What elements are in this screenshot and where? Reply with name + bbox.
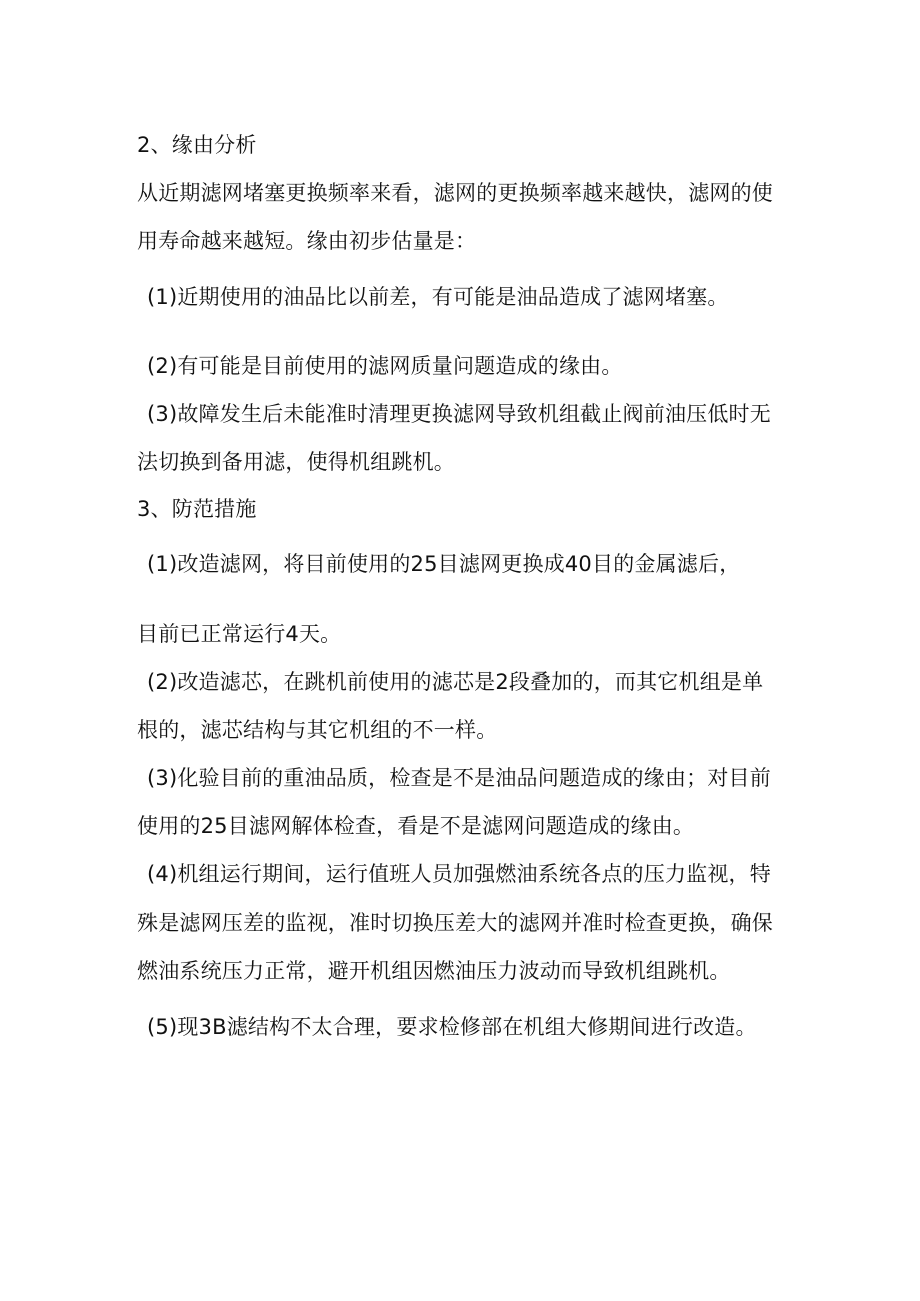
reason-1: (1)近期使用的油品比以前差，有可能是油品造成了滤网堵塞。 bbox=[147, 285, 729, 309]
section-2-paragraph-line-2: 用寿命越来越短。缘由初步估量是： bbox=[137, 229, 477, 253]
measure-1-line-2: 目前已正常运行4天。 bbox=[137, 622, 342, 646]
section-3-heading: 3、防范措施 bbox=[137, 497, 257, 521]
measure-4-line-3: 燃油系统压力正常，避开机组因燃油压力波动而导致机组跳机。 bbox=[137, 959, 731, 983]
measure-4-line-1: (4)机组运行期间，运行值班人员加强燃油系统各点的压力监视，特 bbox=[147, 862, 771, 886]
section-2-paragraph-line-1: 从近期滤网堵塞更换频率来看，滤网的更换频率越来越快，滤网的使 bbox=[137, 181, 773, 205]
measure-2-line-2: 根的，滤芯结构与其它机组的不一样。 bbox=[137, 718, 498, 742]
reason-3-line-1: (3)故障发生后未能准时清理更换滤网导致机组截止阀前油压低时无 bbox=[147, 402, 771, 426]
measure-3-line-1: (3)化验目前的重油品质，检查是不是油品问题造成的缘由；对目前 bbox=[147, 766, 771, 790]
measure-3-line-2: 使用的25目滤网解体检查，看是不是滤网问题造成的缘由。 bbox=[137, 814, 695, 838]
measure-4-line-2: 殊是滤网压差的监视，准时切换压差大的滤网并准时检查更换，确保 bbox=[137, 911, 773, 935]
measure-1-line-1: (1)改造滤网，将目前使用的25目滤网更换成40目的金属滤后， bbox=[147, 552, 741, 576]
reason-3-line-2: 法切换到备用滤，使得机组跳机。 bbox=[137, 450, 455, 474]
measure-2-line-1: (2)改造滤芯，在跳机前使用的滤芯是2段叠加的，而其它机组是单 bbox=[147, 670, 764, 694]
measure-5: (5)现3B滤结构不太合理，要求检修部在机组大修期间进行改造。 bbox=[147, 1015, 757, 1039]
reason-2: (2)有可能是目前使用的滤网质量问题造成的缘由。 bbox=[147, 354, 623, 378]
section-2-heading: 2、缘由分析 bbox=[137, 133, 257, 157]
